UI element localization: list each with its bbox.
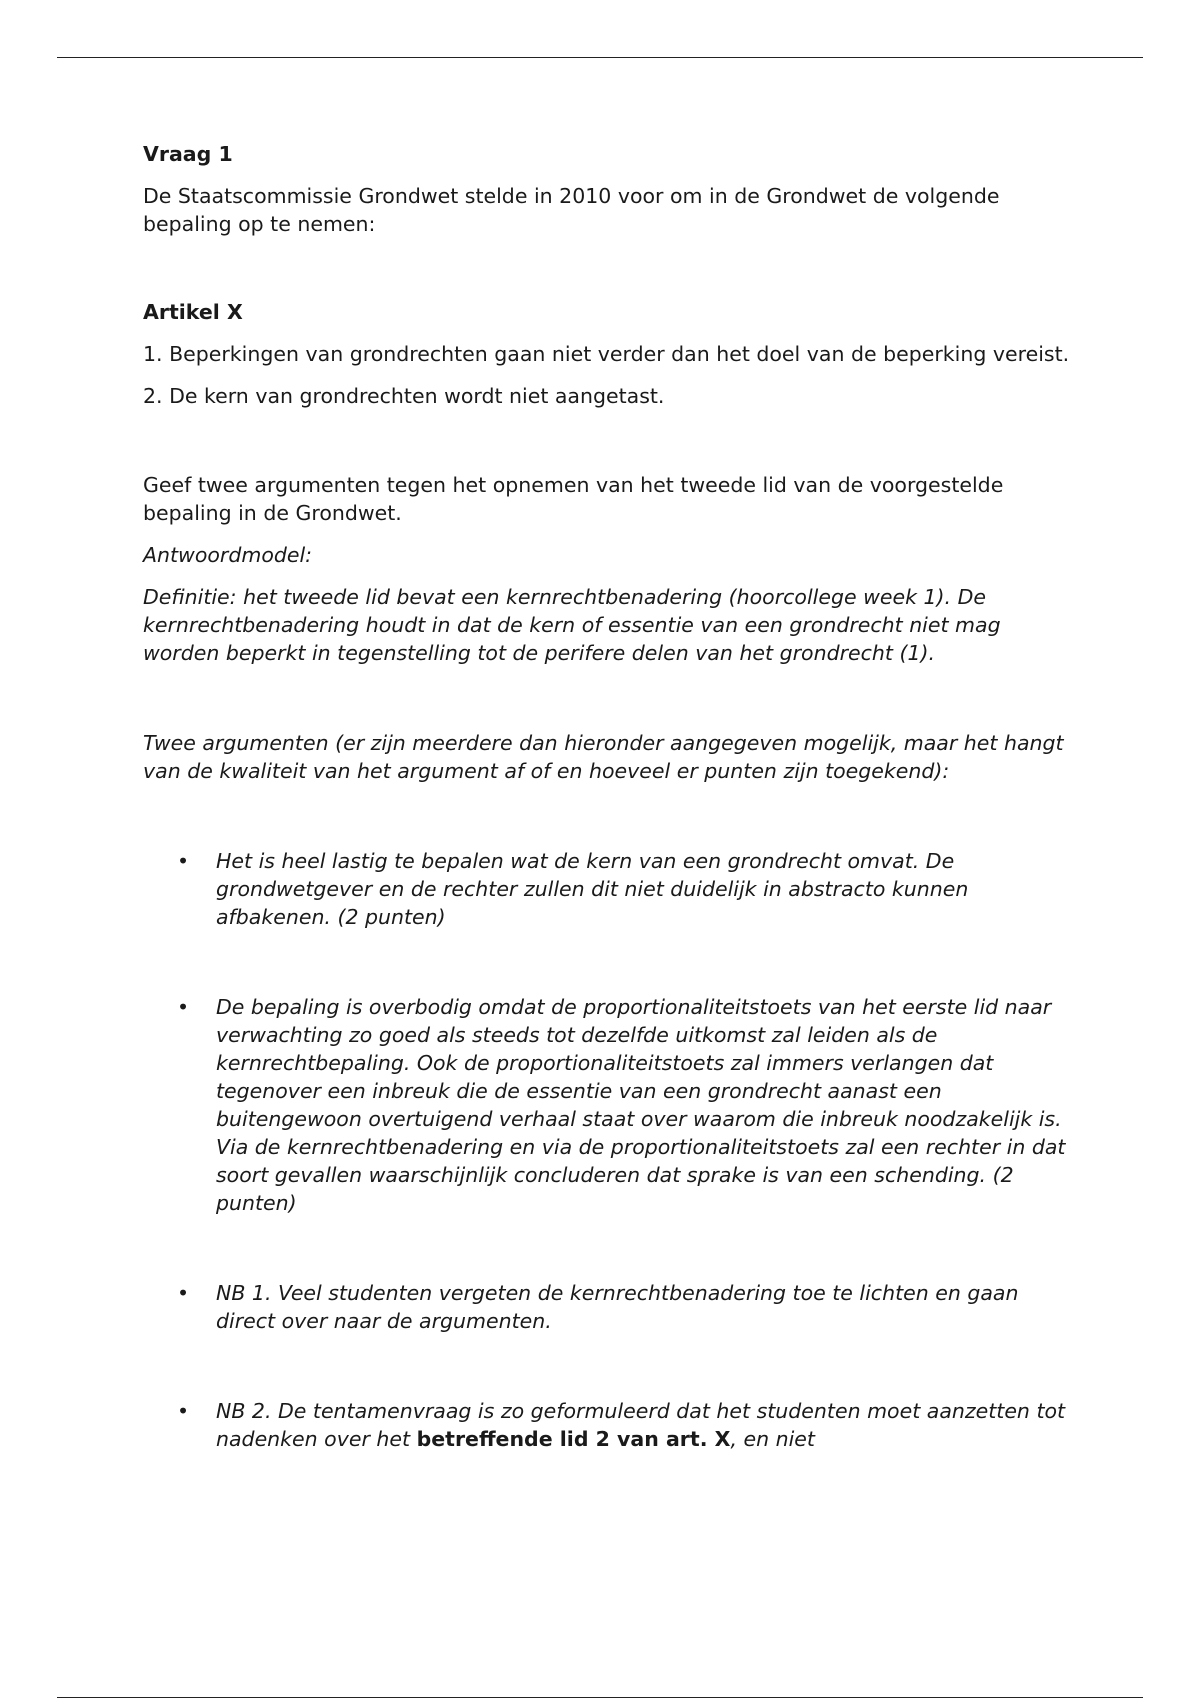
task-text: Geef twee argumenten tegen het opnemen van het tweede lid van de voorgestelde bepaling in de Grondwet.	[143, 473, 1004, 525]
bullet-icon: •	[177, 849, 190, 873]
list-item	[143, 993, 1073, 1217]
list-item	[143, 847, 1073, 931]
list-item-text: Het is heel lastig te bepalen wat de kern van een grondrecht omvat. De grondwetgever en de rechter zullen dit niet duidelijk in abstracto kunnen afbakenen. (2 punten)	[216, 849, 969, 929]
list-item	[143, 1279, 1073, 1335]
question-intro: De Staatscommissie Grondwet stelde in 2010 voor om in de Grondwet de volgende bepaling op te nemen:	[143, 184, 1000, 236]
nb2-text-before: NB 2. De tentamenvraag is zo geformuleerd dat het studenten moet aanzetten tot nadenken over het	[216, 1399, 1066, 1451]
nb2-text-bold: betreffende lid 2 van art. X	[416, 1427, 731, 1451]
article-clause-2: 2. De kern van grondrechten wordt niet aangetast.	[143, 384, 665, 408]
bottom-rule	[57, 1697, 1143, 1698]
question-title: Vraag 1	[143, 142, 233, 166]
list-item	[143, 1397, 1073, 1453]
bullet-icon: •	[177, 1399, 190, 1423]
document-body	[143, 140, 1073, 1453]
bullet-icon: •	[177, 1281, 190, 1305]
arguments-intro: Twee argumenten (er zijn meerdere dan hieronder aangegeven mogelijk, maar het hangt van de kwaliteit van het argument af of en hoeveel er punten zijn toegekend):	[143, 731, 1064, 783]
bullet-icon: •	[177, 995, 190, 1019]
answer-label: Antwoordmodel:	[143, 543, 313, 567]
top-rule	[57, 57, 1143, 58]
nb2-text-after: , en niet	[730, 1427, 815, 1451]
answer-definition: Definitie: het tweede lid bevat een kernrechtbenadering (hoorcollege week 1). De kernrechtbenadering houdt in dat de kern of essentie van een grondrecht niet mag worden beperkt in tegenstelling tot de perifere delen van het grondrecht (1).	[143, 585, 1001, 665]
list-item-text: NB 1. Veel studenten vergeten de kernrechtbenadering toe te lichten en gaan direct over naar de argumenten.	[216, 1281, 1019, 1333]
article-title: Artikel X	[143, 300, 243, 324]
article-clause-1: 1. Beperkingen van grondrechten gaan niet verder dan het doel van de beperking vereist.	[143, 342, 1070, 366]
list-item-text: De bepaling is overbodig omdat de proportionaliteitstoets van het eerste lid naar verwachting zo goed als steeds tot dezelfde uitkomst zal leiden als de kernrechtbepaling. Ook de proportionaliteitstoets zal immers verlangen dat tegenover een inbreuk die de essentie van een grondrecht aanast een buitengewoon overtuigend verhaal staat over waarom die inbreuk noodzakelijk is. Via de kernrechtbenadering en via de proportionaliteitstoets zal een rechter in dat soort gevallen waarschijnlijk concluderen dat sprake is van een schending. (2 punten)	[216, 995, 1066, 1215]
